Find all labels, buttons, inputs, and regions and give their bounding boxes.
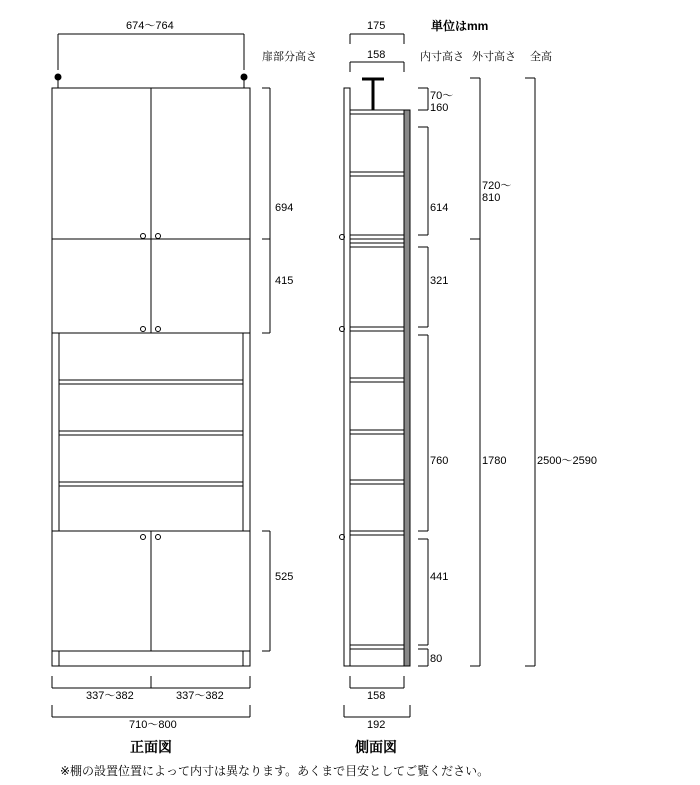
header-total-height: 全高 (530, 51, 552, 63)
front-door-height-2: 415 (275, 275, 294, 287)
front-door-left-width: 337～382 (86, 690, 134, 702)
side-inner-height-3: 321 (430, 275, 449, 287)
header-inner-height: 内寸高さ (420, 51, 464, 63)
front-door-height-1: 694 (275, 202, 294, 214)
side-view-title: 側面図 (355, 739, 397, 755)
side-outer-height-1: 720～ 810 (482, 180, 512, 204)
side-inner-height-5: 441 (430, 571, 449, 583)
side-top-anchor (362, 79, 384, 110)
unit-label: 単位はmm (431, 19, 489, 33)
header-outer-height: 外寸高さ (472, 51, 516, 63)
front-view-cabinet (52, 88, 250, 666)
front-view-title: 正面図 (130, 739, 172, 755)
front-door-right-width: 337～382 (176, 690, 224, 702)
side-inner-depth-top: 158 (367, 49, 386, 61)
front-total-width: 710～800 (129, 719, 177, 731)
side-inner-height-1: 70～ 160 (430, 90, 454, 114)
side-total-height: 2500～2590 (537, 455, 597, 467)
front-door-height-3: 525 (275, 571, 294, 583)
front-top-width-dim (58, 34, 244, 70)
side-inner-height-4: 760 (430, 455, 449, 467)
side-inner-height-6: 80 (430, 653, 443, 665)
footnote: ※棚の設置位置によって内寸は異なります。あくまで目安としてご覧ください。 (60, 764, 490, 778)
front-door-height-dims (262, 88, 270, 651)
side-top-depth: 175 (367, 20, 386, 32)
side-inner-height-2: 614 (430, 202, 449, 214)
side-total-height-dim (525, 78, 535, 666)
header-door-height: 扉部分高さ (262, 51, 317, 63)
side-inner-height-dims (418, 88, 428, 666)
side-view-cabinet (340, 88, 411, 666)
side-outer-height-2: 1780 (482, 455, 507, 467)
side-total-depth: 192 (367, 719, 386, 731)
front-top-anchors (55, 74, 247, 88)
front-top-width: 674～764 (126, 20, 174, 32)
side-outer-height-dims (470, 78, 480, 666)
side-inner-depth-bottom: 158 (367, 690, 386, 702)
